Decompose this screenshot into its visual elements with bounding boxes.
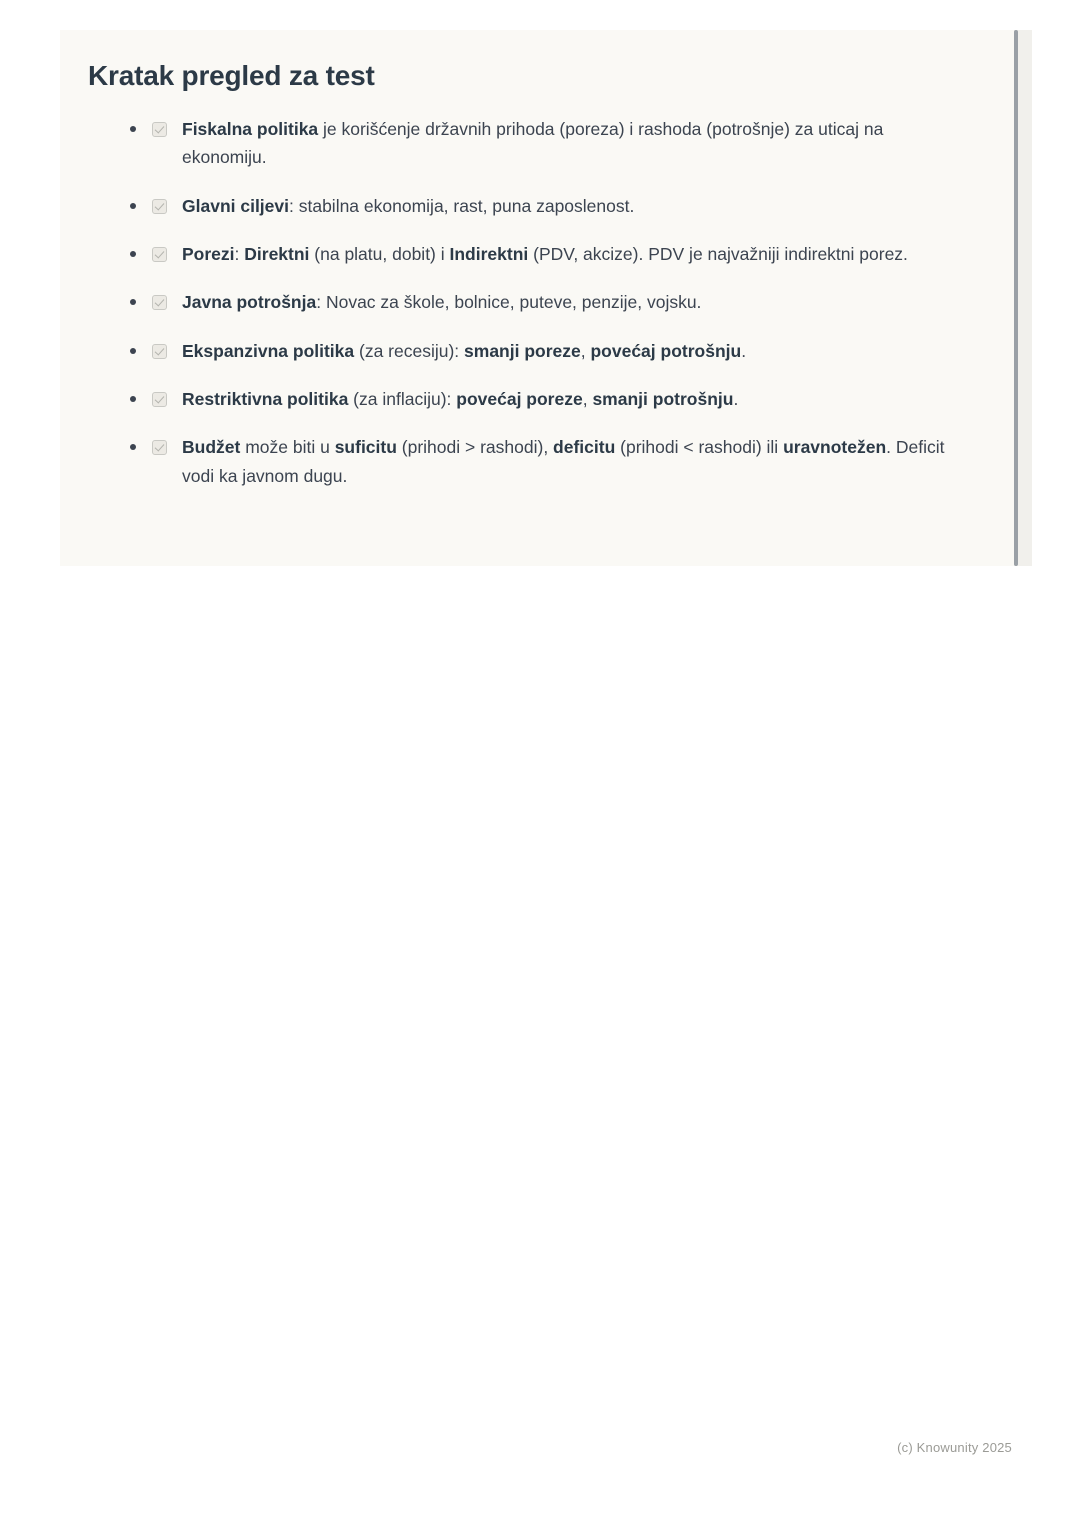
list-item xyxy=(88,288,972,316)
scrollbar-thumb[interactable] xyxy=(1014,30,1018,566)
checkbox-checked-icon[interactable] xyxy=(152,122,167,137)
checkbox-checked-icon[interactable] xyxy=(152,440,167,455)
copyright-footer: (c) Knowunity 2025 xyxy=(897,1440,1012,1455)
bullet-dot-icon xyxy=(130,348,136,354)
summary-card xyxy=(60,30,1032,566)
list-item-text: Porezi: Direktni (na platu, dobit) i Indirektni (PDV, akcize). PDV je najvažniji indirektni porez. xyxy=(182,244,908,265)
list-item-text: Ekspanzivna politika (za recesiju): smanji poreze, povećaj potrošnju. xyxy=(182,340,747,361)
checkbox-checked-icon[interactable] xyxy=(152,392,167,407)
summary-list xyxy=(88,115,972,490)
list-item xyxy=(88,240,972,268)
bullet-dot-icon xyxy=(130,203,136,209)
bullet-dot-icon xyxy=(130,299,136,305)
list-item-text: Restriktivna politika (za inflaciju): povećaj poreze, smanji potrošnju. xyxy=(182,389,739,410)
list-item-text: Glavni ciljevi: stabilna ekonomija, rast, puna zaposlenost. xyxy=(182,195,635,216)
list-item xyxy=(88,433,972,490)
checkbox-checked-icon[interactable] xyxy=(152,199,167,214)
checkbox-checked-icon[interactable] xyxy=(152,295,167,310)
bullet-dot-icon xyxy=(130,251,136,257)
list-item-text: Fiskalna politika je korišćenje državnih prihoda (poreza) i rashoda (potrošnje) za uticaj na ekonomiju. xyxy=(182,119,884,168)
list-item xyxy=(88,337,972,365)
scrollbar-track[interactable] xyxy=(1014,30,1032,566)
bullet-dot-icon xyxy=(130,444,136,450)
list-item xyxy=(88,192,972,220)
list-item xyxy=(88,385,972,413)
bullet-dot-icon xyxy=(130,126,136,132)
summary-card-content xyxy=(60,30,1032,566)
checkbox-checked-icon[interactable] xyxy=(152,344,167,359)
list-item xyxy=(88,115,972,172)
page-title: Kratak pregled za test xyxy=(88,60,375,91)
checkbox-checked-icon[interactable] xyxy=(152,247,167,262)
bullet-dot-icon xyxy=(130,396,136,402)
list-item-text: Javna potrošnja: Novac za škole, bolnice, puteve, penzije, vojsku. xyxy=(182,292,702,313)
list-item-text: Budžet može biti u suficitu (prihodi > rashodi), deficitu (prihodi < rashodi) ili uravnotežen. Deficit vodi ka javnom dugu. xyxy=(182,437,945,486)
